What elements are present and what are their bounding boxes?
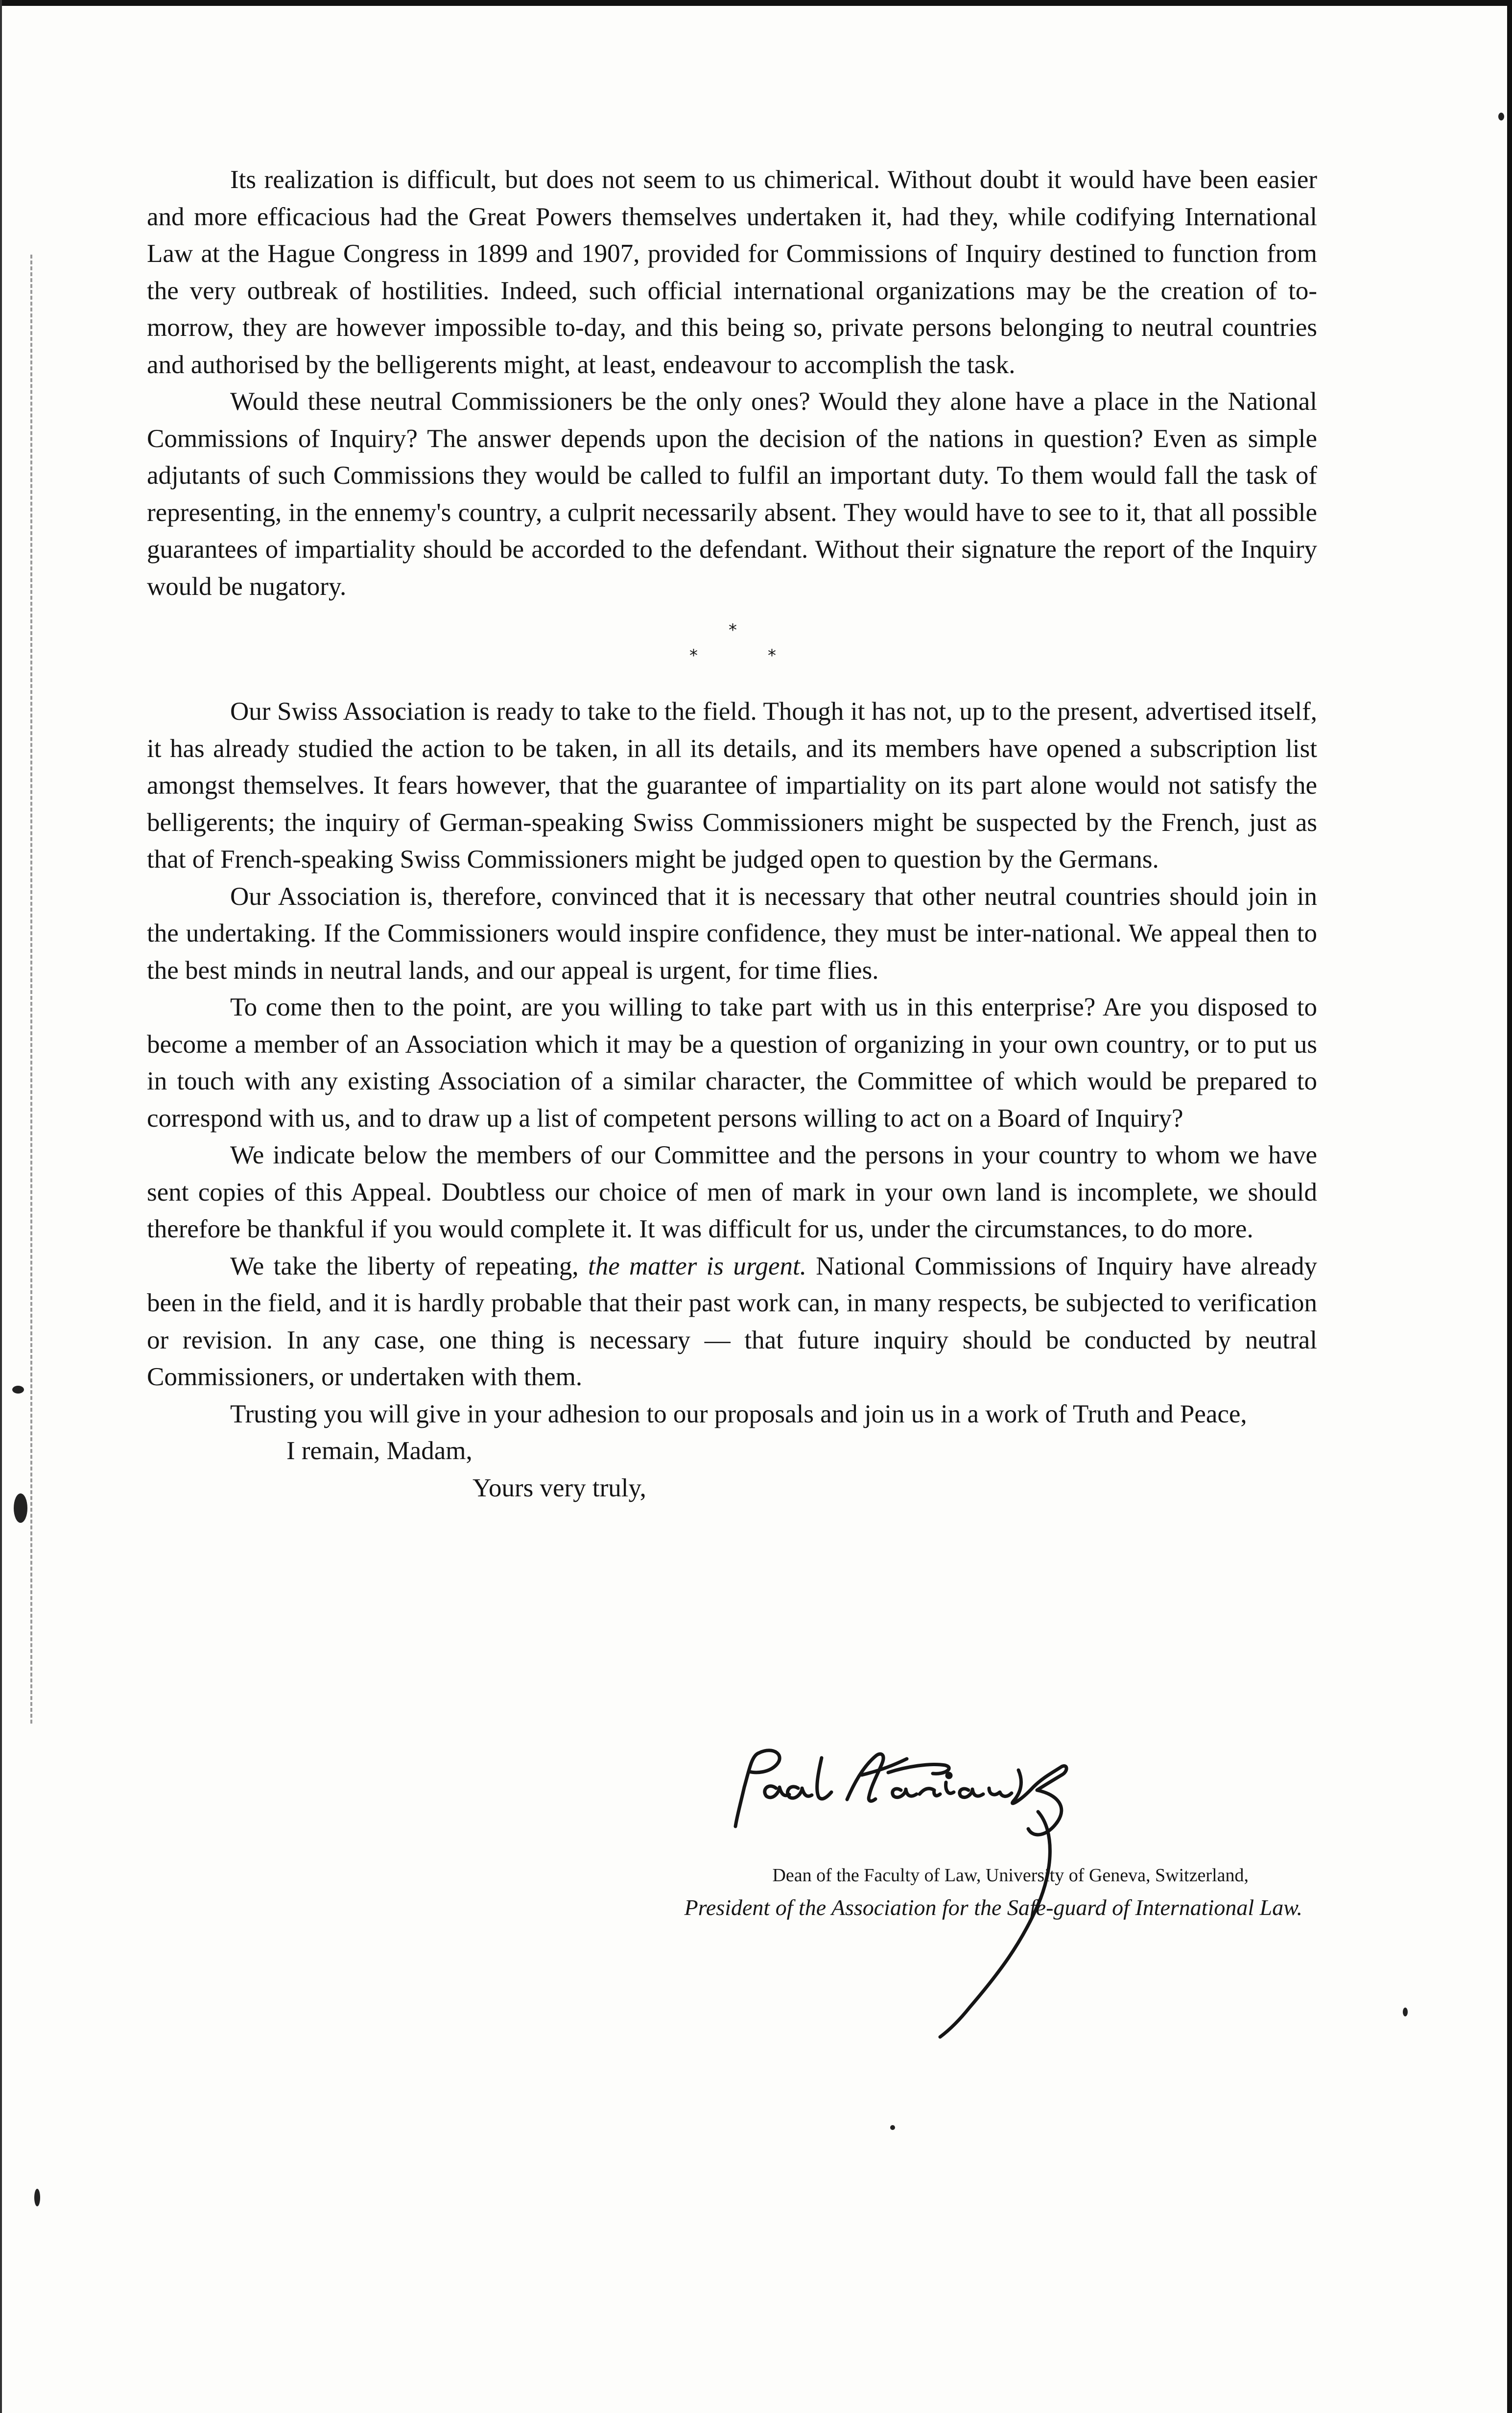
paragraph-swiss-association: Our Swiss Association is ready to take to the field. Though it has not, up to the present, advertised itself, it has already studied the action to be taken, in all its details, and its members have opened a subscription list amongst themselves. It fears however, that the guarantee of impartiality on its part alone would not satisfy the belligerents; the inquiry of German-speaking Swiss Commissioners might be suspected by the French, just as that of French-speaking Swiss Commissioners might be judged open to question by the Germans. <box>147 697 1317 874</box>
scan-speck <box>34 2189 40 2206</box>
closing-remain: I remain, Madam, <box>286 1437 472 1465</box>
paragraph-neutral-commissioners: Would these neutral Commissioners be the only ones? Would they alone have a place in the National Commissions of Inquiry? The answer depends upon the decision of the nations in question? Even as simple adjutants of such Commissions they would be called to fulfil an important duty. To them would fall the task of representing, in the ennemy's country, a culprit necessarily absent. They would have to see to it, that all possible guarantees of impartiality should be accorded to the defendant. Without their signature the report of the Inquiry would be nugatory. <box>147 387 1317 601</box>
divider-star: * <box>689 646 698 665</box>
urgent-text-after: National Commissions of Inquiry have already been in the field, and it is hardly probable that their past work can, in many respects, be subjected to verification or revision. In any case, one thing is necessary — that future inquiry should be conducted by neutral Commissioners, or undertaken with them. <box>147 1252 1318 1391</box>
paragraph-come-to-point: To come then to the point, are you willing to take part with us in this enterprise? Are you disposed to become a member of an Association which it may be a question of organizing in your own country, or to put us in touch with any existing Association of a similar character, the Committee of which would be prepared to correspond with us, and to draw up a list of competent persons willing to act on a Board of Inquiry? <box>147 993 1317 1133</box>
scan-speck <box>12 1386 24 1394</box>
urgent-emphasis: the matter is urgent. <box>588 1252 806 1280</box>
paragraph-committee-members: We indicate below the members of our Committee and the persons in your country to whom we have sent copies of this Appeal. Doubtless our choice of men of mark in your own land is incomplete, we should therefore be thankful if you would complete it. It was difficult for us, under the circumstances, to do more. <box>147 1141 1317 1243</box>
paragraph-realization: Its realization is difficult, but does not seem to us chimerical. Without doubt it would have been easier and more efficacious had the Great Powers themselves undertaken it, had they, while codifying International Law at the Hague Congress in 1899 and 1907, provided for Commissions of Inquiry destined to function from the very outbreak of hostilities. Indeed, such official international organizations may be the creation of to-morrow, they are however impossible to-day, and this being so, private persons belonging to neutral countries and authorised by the belligerents might, at least, endeavour to accomplish the task. <box>147 166 1317 379</box>
paragraph-other-neutral-countries: Our Association is, therefore, convinced that it is necessary that other neutral countries should join in the undertaking. If the Commissioners would inspire confidence, they must be inter-national. We appeal then to the best minds in neutral lands, and our appeal is urgent, for time flies. <box>147 882 1317 985</box>
scan-top-edge <box>0 0 1512 6</box>
scan-speck <box>1403 2008 1408 2016</box>
section-divider-stars <box>147 605 1317 693</box>
paragraph-trusting: Trusting you will give in your adhesion to our proposals and join us in a work of Truth and Peace, <box>230 1399 1247 1428</box>
scan-speck <box>890 2125 895 2130</box>
president-line: President of the Association for the Safe-guard of International Law. <box>684 1895 1302 1920</box>
scan-speck <box>1498 113 1504 120</box>
closing-yours: Yours very truly, <box>472 1473 646 1502</box>
divider-star: * <box>768 646 776 665</box>
urgent-text-before: We take the liberty of repeating, <box>230 1252 588 1280</box>
scan-speck <box>14 1493 27 1523</box>
scan-right-edge <box>1507 0 1512 2413</box>
signatory-title-block <box>480 1861 1302 1925</box>
paragraph-matter-urgent <box>147 1248 1317 1396</box>
scan-left-edge <box>0 0 2 2413</box>
margin-punch-marks <box>30 255 42 1724</box>
letter-body <box>147 162 1317 1507</box>
dean-line: Dean of the Faculty of Law, University of Geneva, Switzerland, <box>772 1865 1249 1886</box>
divider-star: * <box>729 620 737 640</box>
